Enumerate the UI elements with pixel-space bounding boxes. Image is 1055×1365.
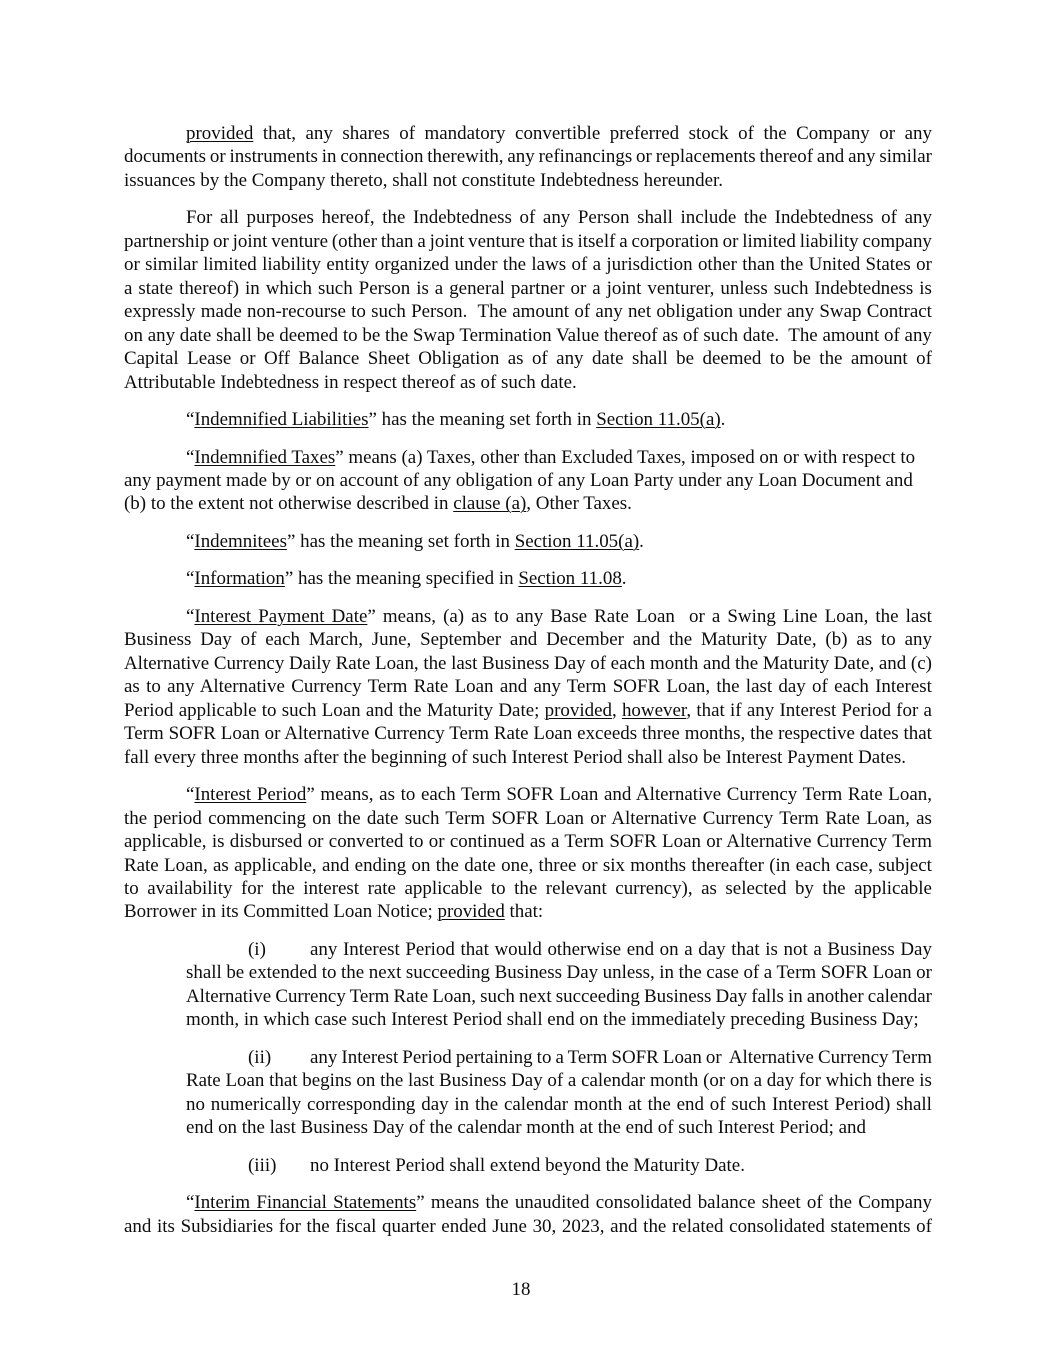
page-number: 18 bbox=[511, 1279, 531, 1300]
text-run: Rate Loan, as applicable, and ending on the date one, three or six months thereafter (in each case, subject bbox=[124, 854, 932, 876]
text-line bbox=[124, 1215, 932, 1238]
underlined-term: Indemnified Taxes bbox=[194, 446, 336, 468]
underlined-term: however bbox=[621, 699, 687, 721]
text-run: as to any Alternative Currency Term Rate Loan and any Term SOFR Loan, the last day of each Interest bbox=[124, 676, 932, 698]
text-line bbox=[124, 253, 932, 276]
text-run: (b) to the extent not otherwise described in bbox=[124, 493, 454, 515]
text-run: “ bbox=[186, 568, 195, 590]
text-run: Alternative Currency Daily Rate Loan, the last Business Day of each month and the Maturity Date, and (c) bbox=[124, 652, 932, 674]
text-line bbox=[124, 1191, 932, 1214]
text-run: shall be extended to the next succeeding Business Day unless, in the case of a Term SOFR Loan or bbox=[186, 962, 932, 984]
underlined-term: provided bbox=[437, 901, 505, 923]
text-run: expressly made non-recourse to such Person. The amount of any net obligation under any Swap Contract bbox=[124, 301, 932, 323]
text-run: to availability for the interest rate applicable to the relevant currency), as selected by the applicable bbox=[124, 878, 932, 900]
text-line bbox=[124, 408, 932, 431]
text-line bbox=[124, 628, 932, 651]
text-line bbox=[186, 1093, 932, 1116]
clause-label: (ii) bbox=[248, 1046, 272, 1068]
paragraph-indebtedness-of-partnerships bbox=[124, 206, 932, 394]
text-run: “ bbox=[186, 409, 195, 431]
clause-label: (iii) bbox=[248, 1154, 277, 1176]
text-line bbox=[186, 1069, 932, 1092]
underlined-term: Interim Financial Statements bbox=[194, 1192, 417, 1214]
text-line bbox=[186, 961, 932, 984]
text-line bbox=[124, 746, 932, 769]
text-line bbox=[186, 1154, 932, 1177]
text-line bbox=[124, 169, 932, 192]
text-run: Business Day of each March, June, September and December and the Maturity Date, (b) as to any bbox=[124, 629, 932, 651]
interest-period-clause-i bbox=[186, 938, 932, 1032]
text-line bbox=[124, 854, 932, 877]
text-run: documents or instruments in connection therewith, any refinancings or replacements thereof and any similar bbox=[124, 146, 932, 168]
text-line bbox=[186, 1008, 932, 1031]
underlined-term: provided bbox=[544, 699, 612, 721]
text-line bbox=[186, 938, 932, 961]
text-run: or similar limited liability entity organized under the laws of a jurisdiction other than the United States or bbox=[124, 254, 932, 276]
text-run: ” has the meaning specified in bbox=[284, 568, 519, 590]
definition-indemnified-liabilities bbox=[124, 408, 932, 431]
text-run: partnership or joint venture (other than a joint venture that is itself a corporation or limited liability company bbox=[124, 230, 932, 252]
text-line bbox=[124, 122, 932, 145]
text-run: any payment made by or on account of any obligation of any Loan Party under any Loan Document and bbox=[124, 470, 913, 492]
interest-period-clause-iii bbox=[186, 1154, 932, 1177]
text-run: end on the last Business Day of the calendar month at the end of such Interest Period; and bbox=[186, 1117, 866, 1139]
text-run: Term SOFR Loan or Alternative Currency Term Rate Loan exceeds three months, the respective dates that bbox=[124, 723, 932, 745]
text-run: ” has the meaning set forth in bbox=[368, 409, 597, 431]
underlined-term: Section 11.05(a) bbox=[514, 530, 640, 552]
text-run: . bbox=[621, 568, 627, 590]
text-run: , Other Taxes. bbox=[526, 493, 632, 515]
text-line bbox=[124, 807, 932, 830]
text-run: Attributable Indebtedness in respect thereof as of such date. bbox=[124, 371, 577, 393]
text-run: issuances by the Company thereto, shall not constitute Indebtedness hereunder. bbox=[124, 169, 724, 191]
text-line bbox=[124, 347, 932, 370]
text-line bbox=[124, 230, 932, 253]
text-line bbox=[124, 830, 932, 853]
text-run: “ bbox=[186, 605, 195, 627]
underlined-term: Information bbox=[194, 568, 285, 590]
text-run: ” means, (a) as to any Base Rate Loan or a Swing Line Loan, the last bbox=[367, 605, 932, 627]
text-line bbox=[124, 567, 932, 590]
text-run: Period applicable to such Loan and the Maturity Date; bbox=[124, 699, 545, 721]
text-line bbox=[124, 277, 932, 300]
text-run: For all purposes hereof, the Indebtedness of any Person shall include the Indebtedness of any bbox=[186, 207, 932, 229]
clause-label: (i) bbox=[248, 938, 266, 960]
definition-interim-financial-statements bbox=[124, 1191, 932, 1238]
text-line bbox=[124, 652, 932, 675]
text-run: month, in which case such Interest Period shall end on the immediately preceding Business Day; bbox=[186, 1009, 919, 1031]
text-run: “ bbox=[186, 1192, 195, 1214]
text-run: Borrower in its Committed Loan Notice; bbox=[124, 901, 438, 923]
text-line bbox=[124, 530, 932, 553]
text-run: applicable, is disbursed or converted to or continued as a Term SOFR Loan or Alternative Currency Term bbox=[124, 831, 932, 853]
underlined-term: Section 11.08 bbox=[518, 568, 622, 590]
text-run: ” has the meaning set forth in bbox=[286, 530, 515, 552]
text-run: fall every three months after the beginning of such Interest Period shall also be Interest Payment Dates. bbox=[124, 746, 906, 768]
text-line bbox=[186, 1116, 932, 1139]
underlined-term: clause (a) bbox=[453, 493, 527, 515]
definition-information bbox=[124, 567, 932, 590]
text-run: on any date shall be deemed to be the Swap Termination Value thereof as of such date. The amount of any bbox=[124, 324, 932, 346]
text-run: , bbox=[611, 699, 622, 721]
underlined-term: Section 11.05(a) bbox=[596, 409, 721, 431]
underlined-term: Indemnified Liabilities bbox=[194, 409, 369, 431]
definition-indemnitees bbox=[124, 530, 932, 553]
text-line bbox=[124, 446, 932, 469]
text-line bbox=[124, 206, 932, 229]
text-line bbox=[124, 900, 932, 923]
text-line bbox=[124, 722, 932, 745]
text-run: and its Subsidiaries for the fiscal quarter ended June 30, 2023, and the related consolidated statements of bbox=[124, 1215, 932, 1237]
text-run: “ bbox=[186, 446, 195, 468]
definition-interest-payment-date bbox=[124, 605, 932, 769]
definition-interest-period bbox=[124, 783, 932, 924]
definition-indemnified-taxes bbox=[124, 446, 932, 516]
text-line bbox=[124, 300, 932, 323]
underlined-term: Indemnitees bbox=[194, 530, 287, 552]
text-run: Capital Lease or Off Balance Sheet Obligation as of any date shall be deemed to be the amount of bbox=[124, 348, 932, 370]
text-run: “ bbox=[186, 530, 195, 552]
text-run: a state thereof) in which such Person is a general partner or a joint venturer, unless such Indebtedness is bbox=[124, 277, 932, 299]
text-line bbox=[124, 783, 932, 806]
text-run: no numerically corresponding day in the calendar month at the end of such Interest Period) shall bbox=[186, 1093, 932, 1115]
text-line bbox=[124, 675, 932, 698]
text-run: ” means the unaudited consolidated balance sheet of the Company bbox=[416, 1192, 932, 1214]
text-line bbox=[124, 605, 932, 628]
text-line bbox=[124, 699, 932, 722]
text-run: no Interest Period shall extend beyond the Maturity Date. bbox=[310, 1154, 745, 1176]
text-run: that: bbox=[504, 901, 544, 923]
underlined-term: provided bbox=[186, 123, 254, 144]
text-line bbox=[124, 877, 932, 900]
interest-period-clause-ii bbox=[186, 1046, 932, 1140]
text-run: . bbox=[639, 530, 644, 552]
text-line bbox=[124, 371, 932, 394]
underlined-term: Interest Payment Date bbox=[194, 605, 368, 627]
text-run: any Interest Period that would otherwise end on a day that is not a Business Day bbox=[310, 938, 932, 960]
text-run: ” means (a) Taxes, other than Excluded Taxes, imposed on or with respect to bbox=[335, 446, 916, 468]
document-body bbox=[124, 122, 932, 1252]
text-line bbox=[124, 145, 932, 168]
text-run: Rate Loan that begins on the last Business Day of a calendar month (or on a day for which there is bbox=[186, 1070, 932, 1092]
text-line bbox=[186, 985, 932, 1008]
text-line bbox=[124, 324, 932, 347]
paragraph-mandatory-convertible-proviso bbox=[124, 122, 932, 192]
text-run: Alternative Currency Term Rate Loan, such next succeeding Business Day falls in another calendar bbox=[186, 985, 932, 1007]
text-line bbox=[186, 1046, 932, 1069]
text-line bbox=[124, 469, 932, 492]
text-line bbox=[124, 492, 932, 515]
text-run: . bbox=[720, 409, 726, 431]
text-run: that, any shares of mandatory convertible preferred stock of the Company or any bbox=[253, 123, 932, 144]
text-run: , that if any Interest Period for a bbox=[686, 699, 932, 721]
text-run: the period commencing on the date such Term SOFR Loan or Alternative Currency Term Rate Loan, as bbox=[124, 807, 932, 829]
underlined-term: Interest Period bbox=[194, 784, 307, 806]
text-run: any Interest Period pertaining to a Term SOFR Loan or Alternative Currency Term bbox=[310, 1046, 932, 1068]
text-run: “ bbox=[186, 784, 195, 806]
text-run: ” means, as to each Term SOFR Loan and Alternative Currency Term Rate Loan, bbox=[306, 784, 932, 806]
